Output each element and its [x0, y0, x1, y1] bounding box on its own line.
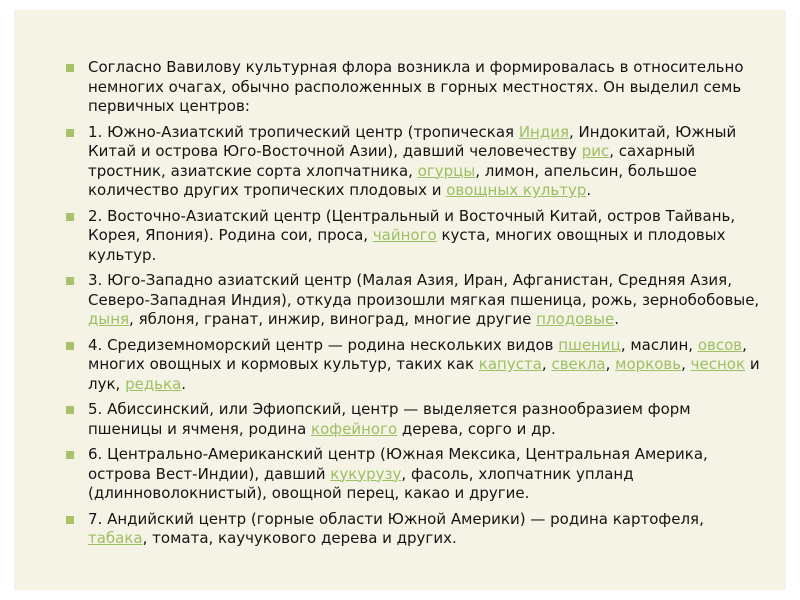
paragraph-text: 1. Южно-Азиатский тропический центр (тропическая: [88, 122, 519, 141]
bullet-paragraph: [66, 400, 766, 439]
paragraph-text: 6. Центрально-Американский центр (Южная Мексика, Центральная Америка, острова Вест-Индии), давший: [88, 445, 708, 483]
square-bullet-icon: [66, 451, 74, 459]
hyperlink[interactable]: морковь: [615, 355, 682, 373]
hyperlink[interactable]: рис: [581, 142, 610, 160]
paragraph-text: 3. Юго-Западно азиатский центр (Малая Азия, Иран, Афганистан, Средняя Азия, Северо-Западная Индия), откуда произошли мягкая пшеница, рожь, зернобобовые,: [88, 271, 760, 309]
hyperlink[interactable]: чеснок: [690, 355, 746, 373]
hyperlink[interactable]: Индия: [518, 122, 569, 141]
bullet-list: [66, 58, 766, 555]
paragraph-text: .: [614, 310, 619, 328]
hyperlink[interactable]: огурцы: [417, 161, 476, 180]
bullet-paragraph: [66, 123, 766, 201]
square-bullet-icon: [66, 64, 74, 72]
paragraph-text: ,: [541, 355, 552, 373]
paragraph-text: 5. Абиссинский, или Эфиопский, центр — выделяется разнообразием форм пшеницы и ячменя, родина: [88, 400, 691, 438]
hyperlink[interactable]: редька: [125, 374, 182, 393]
hyperlink[interactable]: овощных культур: [446, 181, 587, 199]
hyperlink[interactable]: свекла: [551, 355, 606, 373]
paragraph-text: 4. Средиземноморский центр — родина нескольких видов: [88, 335, 559, 354]
square-bullet-icon: [66, 213, 74, 221]
hyperlink[interactable]: дыня: [88, 310, 130, 328]
paragraph-text: 2. Восточно-Азиатский центр (Центральный и Восточный Китай, остров Тайвань, Корея, Япония). Родина сои, проса,: [88, 206, 736, 244]
paragraph-text: дерева, сорго и др.: [397, 419, 556, 438]
paragraph-text: ,: [681, 355, 691, 373]
hyperlink[interactable]: кукурузу: [330, 464, 402, 483]
paragraph-text: , Индокитай, Южный Китай и острова Юго-Восточной Азии), давший человечеству: [88, 122, 737, 160]
bullet-paragraph: [66, 58, 766, 117]
paragraph-text: , лимон, апельсин, большое количество других тропических плодовых и: [88, 161, 697, 199]
paragraph-text: , многих овощных и кормовых культур, таких как: [88, 335, 747, 373]
paragraph-text: 7. Андийский центр (горные области Южной Америки) — родина картофеля,: [88, 509, 704, 528]
bullet-paragraph: [66, 207, 766, 266]
hyperlink[interactable]: овсов: [697, 335, 743, 354]
slide-frame: [14, 10, 786, 590]
paragraph-text: .: [181, 374, 187, 393]
paragraph-text: .: [586, 181, 592, 199]
hyperlink[interactable]: кофейного: [311, 419, 398, 438]
bullet-paragraph: [66, 510, 766, 549]
hyperlink[interactable]: плодовые: [536, 310, 615, 328]
hyperlink[interactable]: капуста: [478, 355, 542, 373]
paragraph-text: , маслин,: [620, 335, 698, 354]
paragraph-text: ,: [605, 355, 616, 373]
square-bullet-icon: [66, 277, 74, 285]
square-bullet-icon: [66, 129, 74, 137]
paragraph-text: , сахарный тростник, азиатские сорта хлопчатника,: [88, 142, 696, 180]
square-bullet-icon: [66, 516, 74, 524]
paragraph-text: , яблоня, гранат, инжир, виноград, многие другие: [129, 310, 537, 328]
paragraph-text: , томата, каучукового дерева и других.: [142, 529, 457, 547]
bullet-paragraph: [66, 336, 766, 395]
bullet-paragraph: [66, 445, 766, 504]
square-bullet-icon: [66, 406, 74, 414]
paragraph-text: куста, многих овощных и плодовых культур.: [88, 226, 726, 264]
hyperlink[interactable]: пшениц: [558, 335, 621, 354]
bullet-paragraph: [66, 271, 766, 330]
hyperlink[interactable]: табака: [88, 529, 143, 547]
hyperlink[interactable]: чайного: [372, 226, 437, 244]
square-bullet-icon: [66, 342, 74, 350]
paragraph-text: Согласно Вавилову культурная флора возникла и формировалась в относительно немногих очагах, обычно расположенных в горных местностях. Он выделил семь первичных центров:: [88, 58, 744, 115]
paragraph-text: и лук,: [88, 355, 760, 393]
paragraph-text: , фасоль, хлопчатник упланд (длинноволокнистый), овощной перец, какао и другие.: [88, 464, 634, 502]
